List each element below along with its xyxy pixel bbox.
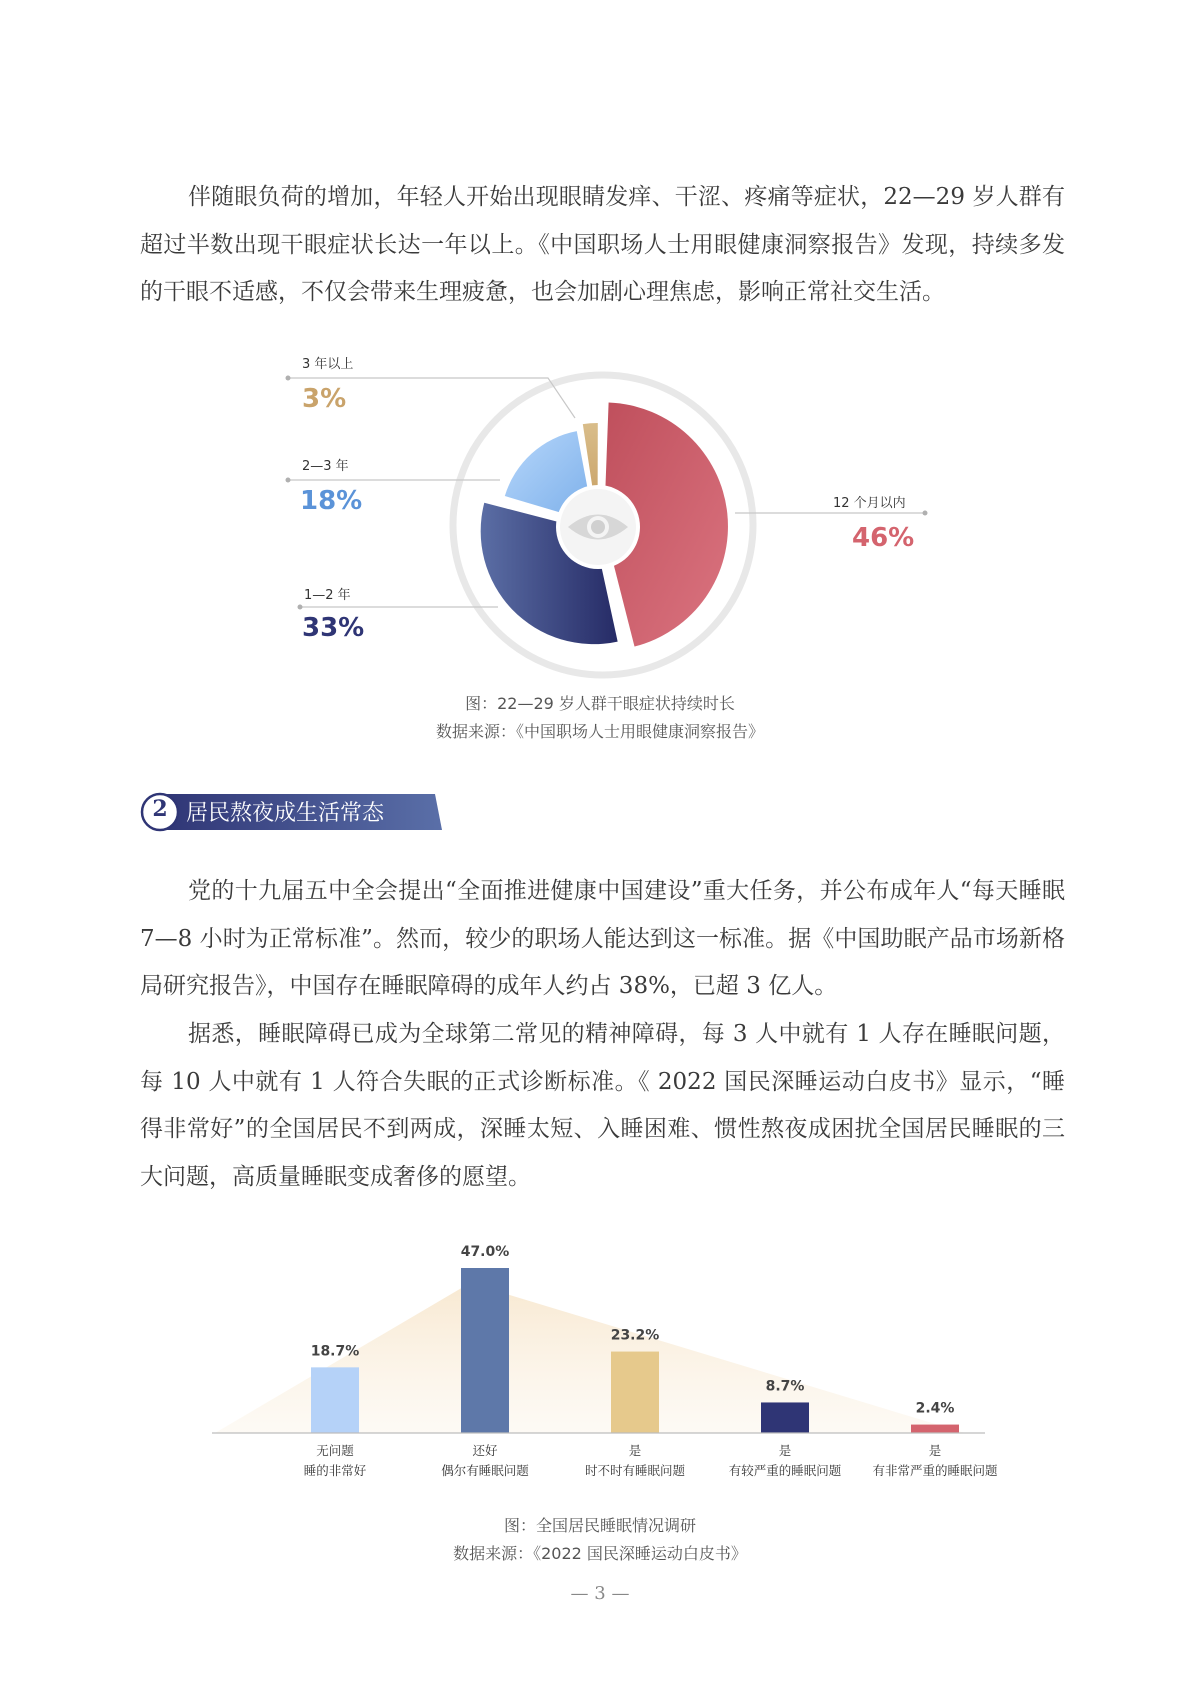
bar-category-line1: 还好 bbox=[472, 1443, 498, 1458]
bar-4 bbox=[761, 1402, 809, 1433]
bar-value-label: 2.4% bbox=[915, 1400, 955, 1417]
bar-category-line1: 是 bbox=[928, 1443, 942, 1458]
section-number: 2 bbox=[152, 796, 168, 822]
bar-caption-source: 数据来源：《2022 国民深睡运动白皮书》 bbox=[453, 1544, 747, 1563]
eye-pupil bbox=[591, 520, 605, 534]
bar-3 bbox=[611, 1352, 659, 1433]
bar-value-label: 18.7% bbox=[310, 1343, 360, 1360]
pie-caption-source: 数据来源：《中国职场人士用眼健康洞察报告》 bbox=[435, 722, 764, 741]
page-number: — 3 — bbox=[570, 1583, 630, 1604]
pie-label-3plus: 3 年以上 bbox=[302, 357, 354, 372]
leader-dot bbox=[286, 376, 291, 381]
paragraph-sleep-disorder: 据悉，睡眠障碍已成为全球第二常见的精神障碍，每 3 人中就有 1 人存在睡眠问题，每 10 人中就有 1 人符合失眠的正式诊断标准。《 2022 国民深睡运动白皮书》显示，“睡得非常好”的全国居民不到两成，深睡太短、入睡困难、惯性熬夜成困扰全国居民睡眠的三大问题，高质量睡眠变成奢侈的愿望。 bbox=[140, 1021, 1065, 1190]
pie-label-12m: 12 个月以内 bbox=[833, 496, 906, 511]
pie-value-1-2: 33% bbox=[302, 613, 365, 643]
leader-dot bbox=[298, 605, 303, 610]
bar-category-line1: 是 bbox=[778, 1443, 792, 1458]
section-title: 居民熬夜成生活常态 bbox=[186, 801, 385, 826]
bar-value-label: 23.2% bbox=[610, 1327, 660, 1344]
dry-eye-duration-chart bbox=[0, 340, 1200, 690]
leader-dot bbox=[923, 511, 928, 516]
pie-value-3plus: 3% bbox=[302, 384, 347, 414]
pie-caption-title: 图：22—29 岁人群干眼症状持续时长 bbox=[465, 694, 735, 713]
bar-category-line1: 是 bbox=[628, 1443, 642, 1458]
bar-category-line2: 睡的非常好 bbox=[303, 1463, 367, 1478]
leader-dot bbox=[286, 478, 291, 483]
bar-category-line2: 有较严重的睡眠问题 bbox=[728, 1463, 842, 1478]
bar-value-label: 47.0% bbox=[460, 1244, 510, 1260]
bar-2 bbox=[461, 1268, 509, 1433]
pie-label-1-2: 1—2 年 bbox=[304, 588, 351, 603]
bar-category-line1: 无问题 bbox=[316, 1443, 354, 1458]
pie-value-12m: 46% bbox=[852, 523, 915, 553]
pie-label-2-3: 2—3 年 bbox=[302, 459, 349, 474]
sleep-survey-chart bbox=[0, 1230, 1200, 1500]
bar-category-line2: 时不时有睡眠问题 bbox=[584, 1463, 686, 1478]
bar-value-label: 8.7% bbox=[765, 1378, 805, 1395]
bar-1 bbox=[311, 1367, 359, 1433]
bar-5 bbox=[911, 1425, 959, 1433]
paragraph-dry-eye: 伴随眼负荷的增加，年轻人开始出现眼睛发痒、干涩、疼痛等症状，22—29 岁人群有超过半数出现干眼症状长达一年以上。《中国职场人士用眼健康洞察报告》发现，持续多发的干眼不适感，不仅会带来生理疲惫，也会加剧心理焦虑，影响正常社交生活。 bbox=[140, 184, 1065, 305]
bar-category-line2: 有非常严重的睡眠问题 bbox=[872, 1463, 998, 1478]
bar-category-line2: 偶尔有睡眠问题 bbox=[441, 1463, 529, 1478]
section-heading bbox=[140, 792, 450, 836]
pie-value-2-3: 18% bbox=[300, 486, 363, 516]
bar-caption-title: 图：全国居民睡眠情况调研 bbox=[503, 1516, 696, 1535]
paragraph-sleep-standard: 党的十九届五中全会提出“全面推进健康中国建设”重大任务，并公布成年人“每天睡眠7—8 小时为正常标准”。然而，较少的职场人能达到这一标准。据《中国助眠产品市场新格局研究报告》，中国存在睡眠障碍的成年人约占 38%，已超 3 亿人。 bbox=[140, 878, 1065, 999]
